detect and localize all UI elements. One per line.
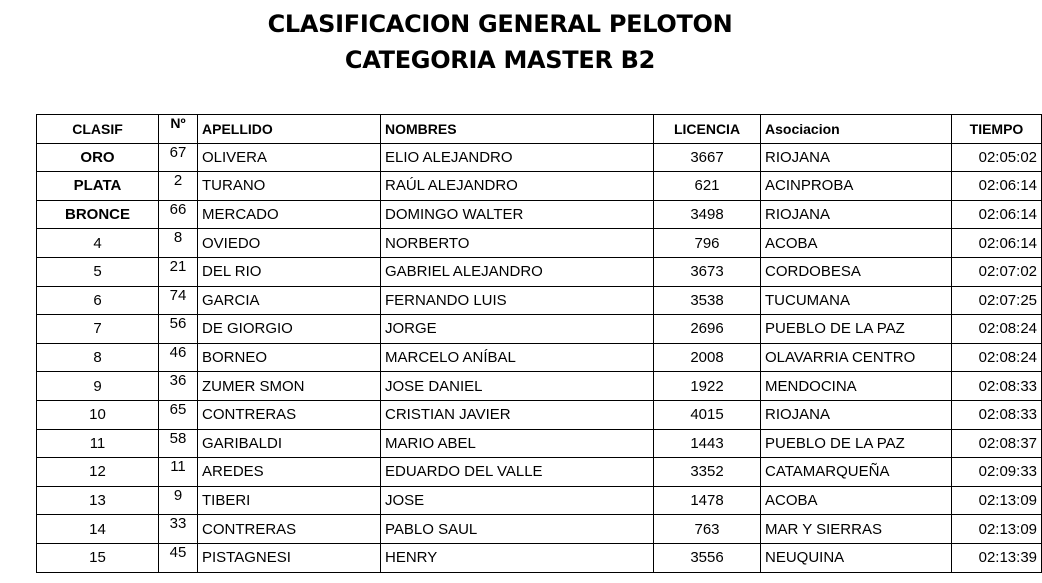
cell-apellido: DEL RIO [198,257,381,286]
cell-asociacion: ACINPROBA [761,172,952,201]
cell-num: 65 [159,400,198,429]
cell-nombres: DOMINGO WALTER [381,200,654,229]
cell-tiempo: 02:13:09 [952,486,1042,515]
cell-apellido: AREDES [198,458,381,487]
header-asociacion: Asociacion [761,115,952,144]
cell-apellido: GARCIA [198,286,381,315]
cell-num: 74 [159,286,198,315]
header-num: Nº [159,115,198,144]
cell-tiempo: 02:06:14 [952,200,1042,229]
cell-tiempo: 02:08:24 [952,343,1042,372]
title-line-2: CATEGORIA MASTER B2 [344,46,656,74]
cell-clasif: 7 [37,315,159,344]
cell-licencia: 763 [654,515,761,544]
table-row [37,515,1042,544]
cell-tiempo: 02:05:02 [952,143,1042,172]
table-row [37,257,1042,286]
cell-nombres: MARCELO ANÍBAL [381,343,654,372]
table-row [37,343,1042,372]
cell-clasif: 10 [37,400,159,429]
cell-asociacion: MENDOCINA [761,372,952,401]
cell-clasif: 8 [37,343,159,372]
cell-clasif: 5 [37,257,159,286]
cell-licencia: 1478 [654,486,761,515]
cell-nombres: FERNANDO LUIS [381,286,654,315]
cell-licencia: 1922 [654,372,761,401]
cell-apellido: TIBERI [198,486,381,515]
header-tiempo: TIEMPO [952,115,1042,144]
cell-asociacion: PUEBLO DE LA PAZ [761,429,952,458]
results-table [36,114,1042,573]
cell-asociacion: ACOBA [761,229,952,258]
cell-asociacion: RIOJANA [761,200,952,229]
cell-apellido: DE GIORGIO [198,315,381,344]
cell-licencia: 2696 [654,315,761,344]
cell-tiempo: 02:08:33 [952,372,1042,401]
cell-licencia: 1443 [654,429,761,458]
document-title [0,6,1000,78]
cell-nombres: PABLO SAUL [381,515,654,544]
cell-apellido: ZUMER SMON [198,372,381,401]
cell-num: 8 [159,229,198,258]
cell-apellido: MERCADO [198,200,381,229]
header-apellido: APELLIDO [198,115,381,144]
cell-licencia: 4015 [654,400,761,429]
cell-asociacion: RIOJANA [761,143,952,172]
cell-tiempo: 02:08:24 [952,315,1042,344]
cell-tiempo: 02:07:25 [952,286,1042,315]
cell-clasif: 14 [37,515,159,544]
cell-asociacion: CORDOBESA [761,257,952,286]
cell-num: 36 [159,372,198,401]
table-row [37,315,1042,344]
cell-num: 21 [159,257,198,286]
cell-tiempo: 02:08:33 [952,400,1042,429]
cell-nombres: NORBERTO [381,229,654,258]
cell-nombres: EDUARDO DEL VALLE [381,458,654,487]
cell-nombres: ELIO ALEJANDRO [381,143,654,172]
cell-nombres: JORGE [381,315,654,344]
cell-licencia: 3673 [654,257,761,286]
cell-nombres: RAÚL ALEJANDRO [381,172,654,201]
cell-apellido: PISTAGNESI [198,543,381,572]
table-row [37,143,1042,172]
cell-licencia: 3667 [654,143,761,172]
cell-num: 56 [159,315,198,344]
table-row [37,543,1042,572]
table-row [37,458,1042,487]
table-row [37,372,1042,401]
cell-clasif: BRONCE [37,200,159,229]
cell-asociacion: RIOJANA [761,400,952,429]
cell-num: 2 [159,172,198,201]
cell-tiempo: 02:13:09 [952,515,1042,544]
cell-clasif: 13 [37,486,159,515]
cell-apellido: GARIBALDI [198,429,381,458]
cell-tiempo: 02:06:14 [952,229,1042,258]
cell-clasif: 4 [37,229,159,258]
table-row [37,486,1042,515]
cell-licencia: 3352 [654,458,761,487]
cell-apellido: CONTRERAS [198,515,381,544]
cell-nombres: GABRIEL ALEJANDRO [381,257,654,286]
table-header-row [37,115,1042,144]
header-nombres: NOMBRES [381,115,654,144]
cell-clasif: 6 [37,286,159,315]
cell-clasif: 12 [37,458,159,487]
table-row [37,200,1042,229]
cell-licencia: 796 [654,229,761,258]
cell-num: 45 [159,543,198,572]
table-row [37,400,1042,429]
cell-num: 58 [159,429,198,458]
cell-asociacion: NEUQUINA [761,543,952,572]
cell-licencia: 2008 [654,343,761,372]
table-row [37,229,1042,258]
cell-asociacion: CATAMARQUEÑA [761,458,952,487]
cell-clasif: ORO [37,143,159,172]
cell-apellido: OLIVERA [198,143,381,172]
cell-asociacion: MAR Y SIERRAS [761,515,952,544]
cell-num: 66 [159,200,198,229]
cell-tiempo: 02:09:33 [952,458,1042,487]
table-row [37,429,1042,458]
header-licencia: LICENCIA [654,115,761,144]
cell-clasif: 11 [37,429,159,458]
table-row [37,286,1042,315]
cell-asociacion: ACOBA [761,486,952,515]
cell-tiempo: 02:07:02 [952,257,1042,286]
cell-clasif: 15 [37,543,159,572]
cell-num: 9 [159,486,198,515]
table-row [37,172,1042,201]
cell-tiempo: 02:06:14 [952,172,1042,201]
cell-num: 67 [159,143,198,172]
cell-num: 33 [159,515,198,544]
cell-apellido: TURANO [198,172,381,201]
cell-apellido: CONTRERAS [198,400,381,429]
cell-nombres: JOSE [381,486,654,515]
cell-asociacion: OLAVARRIA CENTRO [761,343,952,372]
cell-num: 11 [159,458,198,487]
cell-clasif: PLATA [37,172,159,201]
cell-licencia: 3556 [654,543,761,572]
cell-clasif: 9 [37,372,159,401]
cell-nombres: JOSE DANIEL [381,372,654,401]
cell-nombres: CRISTIAN JAVIER [381,400,654,429]
table-body [37,143,1042,572]
cell-nombres: MARIO ABEL [381,429,654,458]
cell-apellido: OVIEDO [198,229,381,258]
cell-licencia: 3498 [654,200,761,229]
cell-apellido: BORNEO [198,343,381,372]
cell-asociacion: PUEBLO DE LA PAZ [761,315,952,344]
title-line-1: CLASIFICACION GENERAL PELOTON [267,10,733,38]
cell-licencia: 621 [654,172,761,201]
header-clasif: CLASIF [37,115,159,144]
cell-num: 46 [159,343,198,372]
cell-asociacion: TUCUMANA [761,286,952,315]
cell-nombres: HENRY [381,543,654,572]
cell-tiempo: 02:08:37 [952,429,1042,458]
cell-tiempo: 02:13:39 [952,543,1042,572]
cell-licencia: 3538 [654,286,761,315]
